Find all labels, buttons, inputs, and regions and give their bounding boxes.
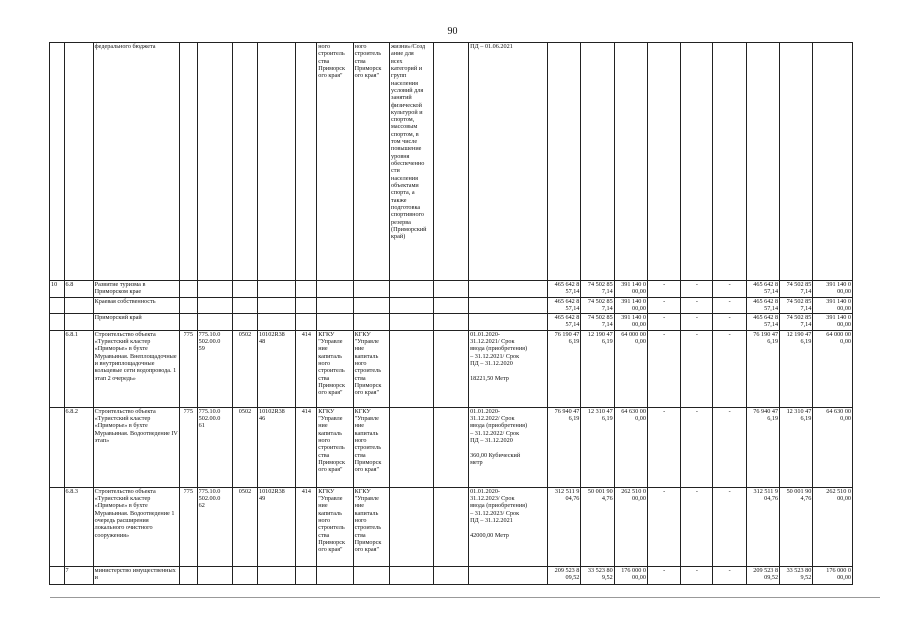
table-cell: 209 523 8 09,52 xyxy=(548,566,581,584)
table-cell xyxy=(390,566,434,584)
table-cell: 33 523 80 9,52 xyxy=(581,566,614,584)
table-cell xyxy=(257,281,295,298)
table-cell xyxy=(197,281,232,298)
table-cell: 0502 xyxy=(233,330,258,407)
table-row xyxy=(50,313,853,330)
table-cell: 64 000 00 0,00 xyxy=(614,330,647,407)
table-cell xyxy=(433,566,468,584)
table-cell: - xyxy=(681,330,713,407)
table-cell: министерство имущественных и xyxy=(93,566,179,584)
table-cell: 12 310 47 6,19 xyxy=(780,407,813,487)
table-cell xyxy=(296,43,317,281)
table-cell xyxy=(257,298,295,314)
table-cell: 312 511 9 04,76 xyxy=(746,487,779,566)
table-cell: 76 190 47 6,19 xyxy=(746,330,779,407)
table-cell xyxy=(64,313,93,330)
table-cell xyxy=(353,566,389,584)
table-cell: 465 642 8 57,14 xyxy=(746,298,779,314)
table-cell: 391 140 0 00,00 xyxy=(813,313,853,330)
table-row xyxy=(50,281,853,298)
table-cell xyxy=(257,313,295,330)
table-cell: 465 642 8 57,14 xyxy=(746,313,779,330)
table-cell: - xyxy=(681,313,713,330)
table-cell xyxy=(50,313,65,330)
table-cell: 01.01.2020- 31.12.2021/ Срок ввода (приобретения) – 31.12.2021/ Срок ПД – 31.12.2020 18221,50 Метр xyxy=(469,330,548,407)
table-cell xyxy=(50,43,65,281)
table-row xyxy=(50,330,853,407)
table-cell: 74 502 85 7,14 xyxy=(780,281,813,298)
table-cell: 74 502 85 7,14 xyxy=(581,298,614,314)
table-cell: Краевая собственность xyxy=(93,298,179,314)
table-cell: Строительство объекта «Туристский кластер «Приморье» в бухте Муравьиная. Водоотведение IV этап» xyxy=(93,407,179,487)
table-cell xyxy=(64,43,93,281)
table-cell: 209 523 8 09,52 xyxy=(746,566,779,584)
table-cell: - xyxy=(713,281,746,298)
table-cell xyxy=(317,281,353,298)
table-cell: 76 940 47 6,19 xyxy=(746,407,779,487)
table-cell xyxy=(390,487,434,566)
table-cell: 414 xyxy=(296,330,317,407)
table-row xyxy=(50,298,853,314)
table-cell: 74 502 85 7,14 xyxy=(780,313,813,330)
table-cell: - xyxy=(647,487,680,566)
table-cell: 465 642 8 57,14 xyxy=(548,298,581,314)
table-cell: 10102R38 46 xyxy=(257,407,295,487)
table-cell xyxy=(433,407,468,487)
table-cell: ного строитель ства Приморск ого края" xyxy=(317,43,353,281)
table-cell xyxy=(353,313,389,330)
table-cell: - xyxy=(681,298,713,314)
table-cell xyxy=(353,281,389,298)
table-cell: 10102R38 49 xyxy=(257,487,295,566)
table-cell xyxy=(50,566,65,584)
table-cell: ного строитель ства Приморск ого края" xyxy=(353,43,389,281)
table-cell xyxy=(390,330,434,407)
table-cell: 775.10.0 502.00.0 59 xyxy=(197,330,232,407)
table-cell: 0502 xyxy=(233,407,258,487)
table-cell: Строительство объекта «Туристский кластер «Приморье» в бухте Муравьиная. Внеплощадочные и внутриплощадочные кольцевые сети водопровода. 1 этап 2 очередь» xyxy=(93,330,179,407)
table-cell xyxy=(257,566,295,584)
page-bottom-rule xyxy=(50,597,880,598)
table-cell: КГКУ "Управле ние капиталь ного строитель ства Приморск ого края" xyxy=(353,330,389,407)
table-cell xyxy=(233,43,258,281)
table-cell xyxy=(233,281,258,298)
table-cell: 6.8.3 xyxy=(64,487,93,566)
table-cell: 176 000 0 00,00 xyxy=(614,566,647,584)
table-row xyxy=(50,407,853,487)
table-cell: - xyxy=(681,566,713,584)
table-cell: - xyxy=(713,313,746,330)
table-cell: 465 642 8 57,14 xyxy=(548,313,581,330)
page-number: 90 xyxy=(447,26,458,37)
table-cell: 391 140 0 00,00 xyxy=(614,313,647,330)
table-cell xyxy=(233,313,258,330)
table-row xyxy=(50,566,853,584)
table-cell xyxy=(433,330,468,407)
table-cell xyxy=(813,43,853,281)
table-cell xyxy=(197,566,232,584)
table-cell: 50 001 90 4,76 xyxy=(581,487,614,566)
table-cell: 465 642 8 57,14 xyxy=(746,281,779,298)
table-cell xyxy=(390,407,434,487)
table-cell xyxy=(469,566,548,584)
table-cell xyxy=(257,43,295,281)
table-row xyxy=(50,43,853,281)
table-cell: 262 510 0 00,00 xyxy=(614,487,647,566)
table-cell: - xyxy=(681,281,713,298)
table-cell xyxy=(713,43,746,281)
table-cell xyxy=(197,298,232,314)
table-cell: 01.01.2020- 31.12.2022/ Срок ввода (приобретения) – 31.12.2022/ Срок ПД – 31.12.2020 360,00 Кубический метр xyxy=(469,407,548,487)
table-cell: 414 xyxy=(296,487,317,566)
table-cell xyxy=(179,298,197,314)
table-cell xyxy=(50,298,65,314)
table-cell xyxy=(353,298,389,314)
table-cell: КГКУ "Управле ние капиталь ного строитель ства Приморск ого края" xyxy=(317,330,353,407)
table-cell xyxy=(614,43,647,281)
table-cell xyxy=(647,43,680,281)
table-cell: 6.8.1 xyxy=(64,330,93,407)
table-cell xyxy=(64,298,93,314)
table-cell xyxy=(746,43,779,281)
table-cell xyxy=(780,43,813,281)
table-cell: 262 510 0 00,00 xyxy=(813,487,853,566)
table-cell: 76 190 47 6,19 xyxy=(548,330,581,407)
table-cell: 775.10.0 502.00.0 62 xyxy=(197,487,232,566)
table-cell: ПД – 01.06.2021 xyxy=(469,43,548,281)
table-cell xyxy=(50,487,65,566)
table-cell: - xyxy=(713,487,746,566)
table-cell: КГКУ "Управле ние капиталь ного строитель ства Приморск ого края" xyxy=(353,407,389,487)
table-cell: 391 140 0 00,00 xyxy=(813,281,853,298)
table-cell xyxy=(433,43,468,281)
table-cell xyxy=(197,43,232,281)
investment-table xyxy=(49,42,853,585)
table-cell: 33 523 80 9,52 xyxy=(780,566,813,584)
table-cell xyxy=(317,566,353,584)
table-cell xyxy=(433,487,468,566)
table-cell: 64 000 00 0,00 xyxy=(813,330,853,407)
table-cell: КГКУ "Управле ние капиталь ного строитель ства Приморск ого края" xyxy=(317,407,353,487)
table-cell: - xyxy=(647,407,680,487)
table-cell xyxy=(296,566,317,584)
table-cell: 50 001 90 4,76 xyxy=(780,487,813,566)
table-cell xyxy=(433,313,468,330)
table-cell: 176 000 0 00,00 xyxy=(813,566,853,584)
table-cell: 775 xyxy=(179,407,197,487)
table-cell: 10102R38 48 xyxy=(257,330,295,407)
table-cell: 775.10.0 502.00.0 61 xyxy=(197,407,232,487)
table-cell xyxy=(179,43,197,281)
table-cell xyxy=(296,313,317,330)
table-cell: Развитие туризма в Приморском крае xyxy=(93,281,179,298)
table-cell: 312 511 9 04,76 xyxy=(548,487,581,566)
table-cell xyxy=(296,281,317,298)
table-cell: 12 310 47 6,19 xyxy=(581,407,614,487)
table-cell: 74 502 85 7,14 xyxy=(581,313,614,330)
table-cell: 12 190 47 6,19 xyxy=(780,330,813,407)
table-cell: 6.8.2 xyxy=(64,407,93,487)
table-cell xyxy=(317,313,353,330)
table-cell: - xyxy=(713,566,746,584)
table-cell: 64 630 00 0,00 xyxy=(614,407,647,487)
table-cell: 74 502 85 7,14 xyxy=(581,281,614,298)
table-cell xyxy=(50,407,65,487)
table-cell xyxy=(581,43,614,281)
table-cell: - xyxy=(681,407,713,487)
table-cell: жизни»/Созд ание для всех категорий и групп населения условий для занятий физической культурой и спортом, массовым спортом, в том числе повышение уровня обеспеченно сти населения объектами спорта, а также подготовка спортивного резерва (Приморский край) xyxy=(390,43,434,281)
table-cell: 74 502 85 7,14 xyxy=(780,298,813,314)
table-cell: - xyxy=(647,330,680,407)
table-cell: 6.8 xyxy=(64,281,93,298)
table-cell xyxy=(233,298,258,314)
table-cell: 10 xyxy=(50,281,65,298)
table-cell: КГКУ "Управле ние капиталь ного строитель ства Приморск ого края" xyxy=(317,487,353,566)
table-cell xyxy=(317,298,353,314)
table-cell xyxy=(469,298,548,314)
table-cell: 76 940 47 6,19 xyxy=(548,407,581,487)
table-cell xyxy=(469,313,548,330)
table-cell: - xyxy=(647,566,680,584)
table-cell xyxy=(433,281,468,298)
table-cell xyxy=(390,298,434,314)
table-cell: Приморский край xyxy=(93,313,179,330)
table-cell: 775 xyxy=(179,330,197,407)
table-cell: федерального бюджета xyxy=(93,43,179,281)
table-cell xyxy=(390,281,434,298)
table-cell: 64 630 00 0,00 xyxy=(813,407,853,487)
table-cell: 414 xyxy=(296,407,317,487)
table-cell xyxy=(197,313,232,330)
table-cell: - xyxy=(647,281,680,298)
table-cell: 391 140 0 00,00 xyxy=(614,281,647,298)
table-cell: 391 140 0 00,00 xyxy=(813,298,853,314)
table-cell: 12 190 47 6,19 xyxy=(581,330,614,407)
table-cell xyxy=(179,566,197,584)
table-cell xyxy=(179,281,197,298)
table-cell xyxy=(681,43,713,281)
table-cell: Строительство объекта «Туристский кластер «Приморье» в бухте Муравьиная. Водоотведение 1 очередь расширения локального очистного сооружения» xyxy=(93,487,179,566)
table-cell xyxy=(296,298,317,314)
table-cell xyxy=(390,313,434,330)
table-cell: - xyxy=(713,407,746,487)
table-cell: 775 xyxy=(179,487,197,566)
table-cell xyxy=(433,298,468,314)
table-cell xyxy=(469,281,548,298)
table-cell: - xyxy=(681,487,713,566)
table-cell: 465 642 8 57,14 xyxy=(548,281,581,298)
table-cell: - xyxy=(647,298,680,314)
table-cell xyxy=(233,566,258,584)
table-cell xyxy=(50,330,65,407)
table-cell: 391 140 0 00,00 xyxy=(614,298,647,314)
table-cell: - xyxy=(713,330,746,407)
table-row xyxy=(50,487,853,566)
table-cell: КГКУ "Управле ние капиталь ного строитель ства Приморск ого края" xyxy=(353,487,389,566)
table-cell xyxy=(179,313,197,330)
table-cell: 0502 xyxy=(233,487,258,566)
table-cell: - xyxy=(647,313,680,330)
table-cell: - xyxy=(713,298,746,314)
table-cell: 01.01.2020- 31.12.2023/ Срок ввода (приобретения) – 31.12.2023/ Срок ПД – 31.12.2021 42000,00 Метр xyxy=(469,487,548,566)
table-cell xyxy=(548,43,581,281)
table-cell: 7 xyxy=(64,566,93,584)
